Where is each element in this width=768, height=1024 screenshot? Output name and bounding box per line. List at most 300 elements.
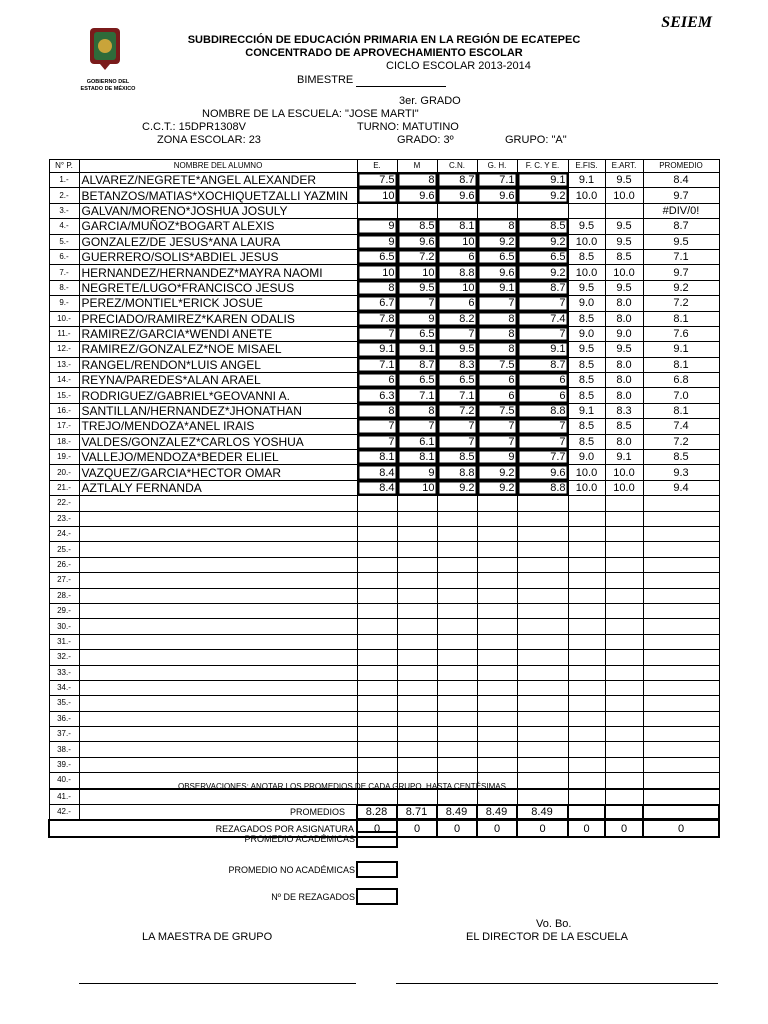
grade-cell[interactable]: 9.1 — [477, 280, 517, 295]
grade-cell[interactable]: 7.5 — [477, 403, 517, 418]
student-name[interactable] — [79, 557, 357, 572]
grade-cell[interactable]: 7 — [517, 296, 568, 311]
grade-cell[interactable] — [437, 757, 477, 772]
grade-cell[interactable]: 7 — [357, 434, 397, 449]
grade-cell[interactable]: 10 — [397, 265, 437, 280]
grade-cell[interactable] — [643, 619, 719, 634]
grade-cell[interactable] — [605, 696, 643, 711]
efis-cell[interactable]: 8.5 — [568, 357, 605, 372]
grade-cell[interactable] — [643, 789, 719, 805]
grade-cell[interactable] — [643, 496, 719, 511]
grade-cell[interactable] — [397, 511, 437, 526]
grade-cell[interactable] — [643, 511, 719, 526]
grade-cell[interactable] — [643, 573, 719, 588]
grade-cell[interactable]: 6.5 — [477, 249, 517, 264]
grade-cell[interactable] — [568, 711, 605, 726]
grade-cell[interactable]: 6 — [357, 373, 397, 388]
grade-cell[interactable] — [605, 573, 643, 588]
eart-cell[interactable]: 8.0 — [605, 311, 643, 326]
grade-cell[interactable] — [477, 542, 517, 557]
student-name[interactable] — [79, 757, 357, 772]
grade-cell[interactable] — [357, 542, 397, 557]
grade-cell[interactable]: 8.1 — [397, 450, 437, 465]
grade-cell[interactable] — [397, 203, 437, 218]
grade-cell[interactable] — [605, 789, 643, 805]
student-name[interactable] — [79, 542, 357, 557]
grade-cell[interactable]: 8.7 — [397, 357, 437, 372]
grade-cell[interactable] — [397, 727, 437, 742]
grade-cell[interactable] — [643, 757, 719, 772]
grade-cell[interactable] — [643, 727, 719, 742]
grade-cell[interactable] — [437, 789, 477, 805]
grade-cell[interactable]: 9.6 — [397, 234, 437, 249]
grade-cell[interactable] — [568, 573, 605, 588]
grade-cell[interactable]: 7.5 — [357, 173, 397, 188]
grade-cell[interactable] — [568, 557, 605, 572]
grade-cell[interactable] — [397, 650, 437, 665]
efis-cell[interactable]: 10.0 — [568, 265, 605, 280]
grade-cell[interactable]: 7 — [437, 326, 477, 341]
grade-cell[interactable]: 7 — [477, 434, 517, 449]
efis-cell[interactable]: 9.5 — [568, 219, 605, 234]
grade-cell[interactable]: 6.5 — [397, 326, 437, 341]
eart-cell[interactable]: 9.5 — [605, 219, 643, 234]
grade-cell[interactable] — [568, 757, 605, 772]
grade-cell[interactable] — [397, 619, 437, 634]
grade-cell[interactable] — [357, 789, 397, 805]
grade-cell[interactable]: 7 — [517, 326, 568, 341]
grade-cell[interactable] — [477, 665, 517, 680]
grade-cell[interactable] — [357, 757, 397, 772]
grade-cell[interactable] — [643, 557, 719, 572]
grade-cell[interactable] — [357, 511, 397, 526]
eart-cell[interactable]: 8.0 — [605, 357, 643, 372]
grade-cell[interactable] — [477, 757, 517, 772]
grade-cell[interactable] — [357, 634, 397, 649]
grade-cell[interactable] — [568, 650, 605, 665]
grade-cell[interactable] — [568, 619, 605, 634]
grade-cell[interactable] — [397, 496, 437, 511]
grade-cell[interactable] — [517, 727, 568, 742]
student-name[interactable] — [79, 789, 357, 805]
grade-cell[interactable]: 8.7 — [517, 357, 568, 372]
grade-cell[interactable]: 6 — [517, 373, 568, 388]
grade-cell[interactable]: 7.8 — [357, 311, 397, 326]
grade-cell[interactable] — [605, 711, 643, 726]
grade-cell[interactable]: 8.1 — [357, 450, 397, 465]
grade-cell[interactable] — [357, 727, 397, 742]
grade-cell[interactable] — [357, 526, 397, 541]
efis-cell[interactable]: 10.0 — [568, 465, 605, 480]
grade-cell[interactable] — [517, 789, 568, 805]
eart-cell[interactable]: 8.0 — [605, 434, 643, 449]
eart-cell[interactable]: 9.0 — [605, 326, 643, 341]
grade-cell[interactable] — [437, 680, 477, 695]
grade-cell[interactable]: 9.6 — [397, 188, 437, 203]
grade-cell[interactable] — [477, 789, 517, 805]
director-signature-line[interactable] — [396, 983, 718, 984]
grade-cell[interactable]: 10 — [357, 265, 397, 280]
grade-cell[interactable]: 8 — [397, 173, 437, 188]
grade-cell[interactable] — [357, 203, 397, 218]
grade-cell[interactable] — [517, 742, 568, 757]
grade-cell[interactable]: 6.5 — [397, 373, 437, 388]
grade-cell[interactable] — [357, 588, 397, 603]
grade-cell[interactable] — [477, 696, 517, 711]
student-name[interactable] — [79, 696, 357, 711]
grade-cell[interactable] — [397, 588, 437, 603]
grade-cell[interactable] — [437, 742, 477, 757]
grade-cell[interactable]: 7.4 — [517, 311, 568, 326]
efis-cell[interactable]: 8.5 — [568, 249, 605, 264]
grade-cell[interactable] — [643, 711, 719, 726]
grade-cell[interactable]: 8.8 — [437, 465, 477, 480]
grade-cell[interactable]: 8.7 — [517, 280, 568, 295]
grade-cell[interactable]: 9.2 — [437, 480, 477, 495]
efis-cell[interactable]: 10.0 — [568, 188, 605, 203]
grade-cell[interactable]: 9.6 — [477, 265, 517, 280]
grade-cell[interactable] — [477, 727, 517, 742]
grade-cell[interactable] — [568, 634, 605, 649]
grade-cell[interactable]: 8.5 — [517, 219, 568, 234]
grade-cell[interactable] — [397, 757, 437, 772]
grade-cell[interactable] — [643, 696, 719, 711]
grade-cell[interactable]: 9.1 — [517, 342, 568, 357]
grade-cell[interactable]: 7.1 — [437, 388, 477, 403]
grade-cell[interactable] — [517, 496, 568, 511]
student-name[interactable] — [79, 650, 357, 665]
grade-cell[interactable] — [477, 711, 517, 726]
grade-cell[interactable] — [357, 711, 397, 726]
grade-cell[interactable] — [605, 588, 643, 603]
rezagados-count-box[interactable] — [356, 888, 398, 905]
grade-cell[interactable] — [605, 773, 643, 789]
efis-cell[interactable]: 10.0 — [568, 480, 605, 495]
grade-cell[interactable] — [568, 680, 605, 695]
grade-cell[interactable] — [437, 619, 477, 634]
efis-cell[interactable]: 8.5 — [568, 419, 605, 434]
grade-cell[interactable]: 6 — [437, 296, 477, 311]
grade-cell[interactable] — [605, 542, 643, 557]
grade-cell[interactable] — [517, 680, 568, 695]
grade-cell[interactable]: 6.5 — [517, 249, 568, 264]
efis-cell[interactable]: 9.0 — [568, 450, 605, 465]
grade-cell[interactable]: 7.2 — [397, 249, 437, 264]
grade-cell[interactable] — [357, 742, 397, 757]
grade-cell[interactable] — [643, 526, 719, 541]
grade-cell[interactable]: 8.4 — [357, 465, 397, 480]
grade-cell[interactable] — [643, 742, 719, 757]
promedio-academicas-box[interactable] — [356, 831, 398, 848]
efis-cell[interactable] — [568, 203, 605, 218]
grade-cell[interactable] — [517, 557, 568, 572]
grade-cell[interactable] — [517, 542, 568, 557]
grade-cell[interactable] — [357, 696, 397, 711]
grade-cell[interactable]: 9.2 — [477, 480, 517, 495]
eart-cell[interactable]: 10.0 — [605, 188, 643, 203]
grade-cell[interactable] — [643, 650, 719, 665]
eart-cell[interactable]: 8.3 — [605, 403, 643, 418]
grade-cell[interactable] — [477, 634, 517, 649]
grade-cell[interactable]: 7.1 — [397, 388, 437, 403]
grade-cell[interactable]: 6.3 — [357, 388, 397, 403]
eart-cell[interactable]: 8.0 — [605, 373, 643, 388]
grade-cell[interactable] — [517, 711, 568, 726]
student-name[interactable] — [79, 573, 357, 588]
grade-cell[interactable] — [517, 665, 568, 680]
grade-cell[interactable]: 10 — [357, 188, 397, 203]
efis-cell[interactable]: 10.0 — [568, 234, 605, 249]
grade-cell[interactable] — [517, 603, 568, 618]
eart-cell[interactable]: 9.5 — [605, 342, 643, 357]
grade-cell[interactable]: 9 — [397, 311, 437, 326]
grade-cell[interactable] — [605, 603, 643, 618]
grade-cell[interactable] — [477, 619, 517, 634]
grade-cell[interactable] — [437, 696, 477, 711]
grade-cell[interactable] — [517, 588, 568, 603]
student-name[interactable] — [79, 680, 357, 695]
grade-cell[interactable] — [568, 496, 605, 511]
grade-cell[interactable] — [605, 619, 643, 634]
grade-cell[interactable]: 6.1 — [397, 434, 437, 449]
grade-cell[interactable]: 6.5 — [437, 373, 477, 388]
grade-cell[interactable]: 10 — [437, 280, 477, 295]
grade-cell[interactable] — [643, 542, 719, 557]
grade-cell[interactable] — [568, 773, 605, 789]
grade-cell[interactable] — [437, 603, 477, 618]
efis-cell[interactable]: 9.0 — [568, 296, 605, 311]
grade-cell[interactable] — [605, 496, 643, 511]
grade-cell[interactable] — [357, 573, 397, 588]
efis-cell[interactable]: 9.5 — [568, 280, 605, 295]
efis-cell[interactable]: 8.5 — [568, 434, 605, 449]
grade-cell[interactable]: 7 — [397, 296, 437, 311]
grade-cell[interactable]: 8 — [397, 403, 437, 418]
grade-cell[interactable] — [605, 526, 643, 541]
grade-cell[interactable]: 8 — [357, 403, 397, 418]
grade-cell[interactable] — [397, 680, 437, 695]
grade-cell[interactable] — [568, 511, 605, 526]
student-name[interactable] — [79, 742, 357, 757]
student-name[interactable] — [79, 727, 357, 742]
grade-cell[interactable] — [477, 588, 517, 603]
grade-cell[interactable] — [605, 511, 643, 526]
student-name[interactable] — [79, 711, 357, 726]
grade-cell[interactable] — [517, 203, 568, 218]
grade-cell[interactable]: 8.1 — [437, 219, 477, 234]
grade-cell[interactable] — [477, 573, 517, 588]
grade-cell[interactable]: 7 — [477, 419, 517, 434]
grade-cell[interactable] — [437, 542, 477, 557]
grade-cell[interactable]: 9.6 — [437, 188, 477, 203]
grade-cell[interactable]: 8.5 — [437, 450, 477, 465]
eart-cell[interactable] — [605, 203, 643, 218]
grade-cell[interactable] — [397, 742, 437, 757]
eart-cell[interactable]: 8.5 — [605, 249, 643, 264]
grade-cell[interactable]: 9 — [357, 234, 397, 249]
grade-cell[interactable] — [605, 634, 643, 649]
grade-cell[interactable] — [477, 650, 517, 665]
grade-cell[interactable]: 9.2 — [517, 234, 568, 249]
student-name[interactable] — [79, 619, 357, 634]
grade-cell[interactable]: 10 — [397, 480, 437, 495]
efis-cell[interactable]: 9.1 — [568, 403, 605, 418]
grade-cell[interactable]: 8.8 — [517, 480, 568, 495]
grade-cell[interactable] — [437, 557, 477, 572]
grade-cell[interactable] — [568, 789, 605, 805]
grade-cell[interactable] — [605, 665, 643, 680]
grade-cell[interactable] — [437, 727, 477, 742]
grade-cell[interactable] — [477, 603, 517, 618]
grade-cell[interactable] — [437, 203, 477, 218]
grade-cell[interactable]: 7 — [397, 419, 437, 434]
grade-cell[interactable]: 8.5 — [397, 219, 437, 234]
grade-cell[interactable] — [437, 711, 477, 726]
eart-cell[interactable]: 9.5 — [605, 173, 643, 188]
grade-cell[interactable] — [437, 511, 477, 526]
grade-cell[interactable]: 9.5 — [397, 280, 437, 295]
grade-cell[interactable]: 7 — [517, 419, 568, 434]
grade-cell[interactable]: 8.8 — [437, 265, 477, 280]
grade-cell[interactable] — [357, 496, 397, 511]
grade-cell[interactable]: 8 — [477, 342, 517, 357]
grade-cell[interactable] — [397, 665, 437, 680]
eart-cell[interactable]: 8.5 — [605, 419, 643, 434]
grade-cell[interactable] — [437, 650, 477, 665]
grade-cell[interactable] — [397, 526, 437, 541]
grade-cell[interactable]: 7.1 — [357, 357, 397, 372]
grade-cell[interactable] — [477, 526, 517, 541]
grade-cell[interactable]: 6 — [517, 388, 568, 403]
grade-cell[interactable] — [437, 634, 477, 649]
grade-cell[interactable] — [477, 511, 517, 526]
grade-cell[interactable] — [477, 557, 517, 572]
grade-cell[interactable] — [517, 650, 568, 665]
efis-cell[interactable]: 9.0 — [568, 326, 605, 341]
grade-cell[interactable]: 9 — [397, 465, 437, 480]
grade-cell[interactable] — [437, 573, 477, 588]
grade-cell[interactable]: 9.1 — [517, 173, 568, 188]
grade-cell[interactable] — [477, 496, 517, 511]
grade-cell[interactable] — [477, 742, 517, 757]
grade-cell[interactable] — [568, 526, 605, 541]
eart-cell[interactable]: 10.0 — [605, 265, 643, 280]
grade-cell[interactable] — [605, 680, 643, 695]
grade-cell[interactable]: 7 — [357, 419, 397, 434]
grade-cell[interactable]: 6 — [437, 249, 477, 264]
grade-cell[interactable] — [517, 526, 568, 541]
grade-cell[interactable]: 8.4 — [357, 480, 397, 495]
grade-cell[interactable] — [437, 496, 477, 511]
student-name[interactable] — [79, 526, 357, 541]
grade-cell[interactable]: 6.7 — [357, 296, 397, 311]
grade-cell[interactable]: 9.2 — [477, 234, 517, 249]
grade-cell[interactable]: 7 — [437, 434, 477, 449]
grade-cell[interactable]: 9.1 — [357, 342, 397, 357]
grade-cell[interactable]: 9.5 — [437, 342, 477, 357]
grade-cell[interactable] — [477, 203, 517, 218]
grade-cell[interactable]: 8 — [477, 311, 517, 326]
grade-cell[interactable] — [643, 680, 719, 695]
eart-cell[interactable]: 10.0 — [605, 465, 643, 480]
efis-cell[interactable]: 9.1 — [568, 173, 605, 188]
grade-cell[interactable] — [568, 696, 605, 711]
student-name[interactable] — [79, 634, 357, 649]
grade-cell[interactable] — [605, 757, 643, 772]
grade-cell[interactable] — [568, 742, 605, 757]
grade-cell[interactable] — [397, 634, 437, 649]
efis-cell[interactable]: 8.5 — [568, 373, 605, 388]
grade-cell[interactable]: 7.5 — [477, 357, 517, 372]
grade-cell[interactable]: 8.2 — [437, 311, 477, 326]
maestra-signature-line[interactable] — [79, 983, 356, 984]
grade-cell[interactable]: 7 — [517, 434, 568, 449]
grade-cell[interactable] — [397, 696, 437, 711]
grade-cell[interactable] — [605, 727, 643, 742]
grade-cell[interactable]: 9.1 — [397, 342, 437, 357]
grade-cell[interactable] — [517, 757, 568, 772]
grade-cell[interactable] — [517, 619, 568, 634]
grade-cell[interactable] — [437, 588, 477, 603]
efis-cell[interactable]: 8.5 — [568, 388, 605, 403]
grade-cell[interactable]: 9.6 — [517, 465, 568, 480]
grade-cell[interactable]: 6 — [477, 373, 517, 388]
grade-cell[interactable]: 7 — [437, 419, 477, 434]
eart-cell[interactable]: 8.0 — [605, 296, 643, 311]
grade-cell[interactable]: 7.2 — [437, 403, 477, 418]
grade-cell[interactable]: 7.1 — [477, 173, 517, 188]
grade-cell[interactable]: 6.5 — [357, 249, 397, 264]
grade-cell[interactable] — [397, 557, 437, 572]
grade-cell[interactable]: 9.2 — [477, 465, 517, 480]
grade-cell[interactable] — [397, 711, 437, 726]
grade-cell[interactable] — [397, 789, 437, 805]
grade-cell[interactable] — [357, 650, 397, 665]
grade-cell[interactable]: 8 — [477, 219, 517, 234]
grade-cell[interactable] — [643, 603, 719, 618]
grade-cell[interactable] — [437, 526, 477, 541]
grade-cell[interactable] — [643, 634, 719, 649]
grade-cell[interactable] — [568, 588, 605, 603]
grade-cell[interactable] — [517, 511, 568, 526]
grade-cell[interactable] — [357, 619, 397, 634]
grade-cell[interactable]: 7 — [357, 326, 397, 341]
student-name[interactable] — [79, 511, 357, 526]
grade-cell[interactable]: 9 — [477, 450, 517, 465]
grade-cell[interactable]: 7 — [477, 296, 517, 311]
grade-cell[interactable]: 8 — [357, 280, 397, 295]
grade-cell[interactable] — [517, 573, 568, 588]
grade-cell[interactable] — [643, 665, 719, 680]
grade-cell[interactable] — [437, 665, 477, 680]
eart-cell[interactable]: 9.1 — [605, 450, 643, 465]
grade-cell[interactable] — [357, 680, 397, 695]
grade-cell[interactable]: 10 — [437, 234, 477, 249]
eart-cell[interactable]: 9.5 — [605, 280, 643, 295]
grade-cell[interactable] — [517, 773, 568, 789]
grade-cell[interactable] — [568, 542, 605, 557]
efis-cell[interactable]: 8.5 — [568, 311, 605, 326]
grade-cell[interactable] — [568, 727, 605, 742]
grade-cell[interactable] — [568, 665, 605, 680]
grade-cell[interactable]: 7.7 — [517, 450, 568, 465]
grade-cell[interactable] — [605, 557, 643, 572]
efis-cell[interactable]: 9.5 — [568, 342, 605, 357]
grade-cell[interactable]: 9.2 — [517, 265, 568, 280]
grade-cell[interactable] — [357, 603, 397, 618]
grade-cell[interactable] — [605, 650, 643, 665]
grade-cell[interactable] — [357, 557, 397, 572]
